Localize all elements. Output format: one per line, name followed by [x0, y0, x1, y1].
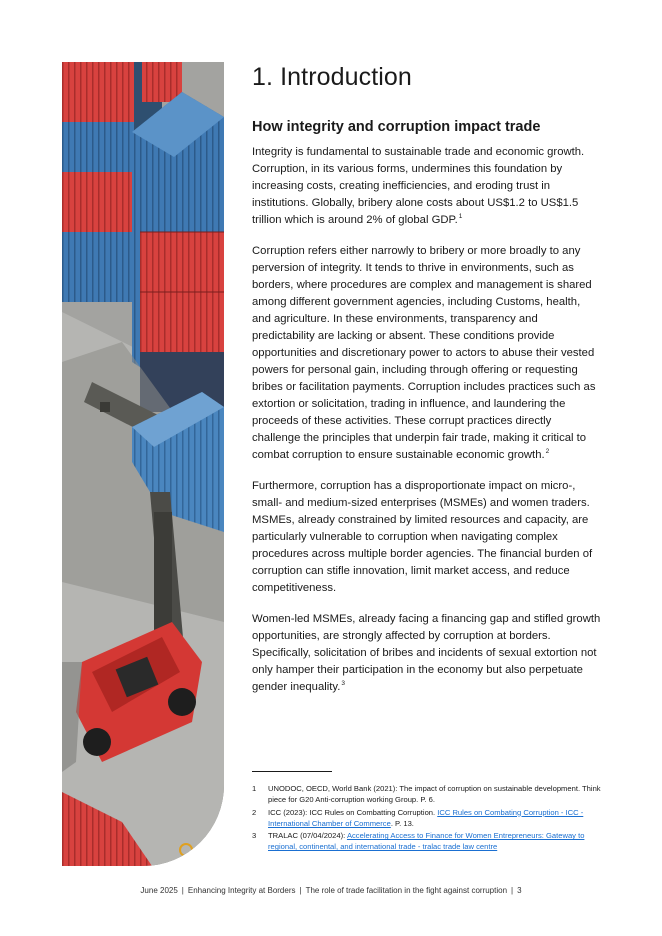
- footnote-number: 3: [252, 831, 257, 841]
- section-subheading: How integrity and corruption impact trade: [252, 119, 541, 135]
- footnote-divider: [252, 771, 332, 772]
- footnote-text: UNODOC, OECD, World Bank (2021): The impact of corruption on sustainable development. Think piece for G20 Anti-corruption working Group. P. 6.: [268, 784, 601, 805]
- footer-title: Enhancing Integrity at Borders: [187, 886, 296, 895]
- footnote-link-icc[interactable]: ICC Rules on Combating Corruption - ICC - International Chamber of Commerce: [268, 807, 584, 828]
- footnote-item: [252, 830, 602, 853]
- footnote-number: 2: [252, 807, 257, 817]
- footnote-text: TRALAC (07/04/2024): Accelerating Access to Finance for Women Entrepreneurs: Gateway to regional, continental, and international trade - tralac trade law centre: [268, 831, 585, 852]
- paragraph-4: Women-led MSMEs, already facing a financing gap and stifled growth opportunities, are strongly affected by corruption at borders. Specifically, solicitation of bribes and incidents of sexual extortion not only hamper their participation in the economy but also perpetuate gender inequality.$^3$: [252, 613, 601, 693]
- paragraph-1: Integrity is fundamental to sustainable trade and economic growth. Corruption, in its various forms, undermines this foundation by increasing costs, creating inefficiencies, and eroding trust in institutions. Globally, bribery alone costs about US$1.2 to US$1.5 trillion which is around 2% of global GDP.$^1$: [252, 146, 585, 226]
- container-yard-illustration: [62, 62, 224, 866]
- footnote-item: [252, 783, 602, 806]
- footer-subtitle: The role of trade facilitation in the fight against corruption: [305, 886, 508, 895]
- footnote-ref-2[interactable]: 2: [545, 448, 550, 456]
- footnote-ref-1[interactable]: 1: [458, 213, 463, 221]
- cover-photo-container-port: [62, 62, 224, 866]
- main-content: [252, 62, 602, 710]
- page-footer: June 2025 | Enhancing Integrity at Borders | The role of trade facilitation in the fight against corruption | 3: [140, 886, 522, 895]
- footnote-link-tralac[interactable]: Accelerating Access to Finance for Women Entrepreneurs: Gateway to regional, continental, and international trade - tralac trade law centre: [268, 831, 585, 852]
- paragraph-3: Furthermore, corruption has a disproportionate impact on micro-, small- and medium-sized enterprises (MSMEs) and women traders. MSMEs, already constrained by limited resources and capacity, are particularly vulnerable to corruption when navigating complex procedures across multiple border agencies. The financial burden of corruption can stifle innovation, limit market access, and reduce competitiveness.: [252, 480, 593, 594]
- footnotes: [252, 783, 602, 854]
- footer-date: June 2025: [140, 886, 178, 895]
- footnote-text: ICC (2023): ICC Rules on Combatting Corruption. ICC Rules on Combating Corruption - ICC - International Chamber of Commerce. P. 13.: [268, 807, 584, 828]
- page-title: 1. Introduction: [252, 63, 412, 91]
- footnote-item: [252, 807, 602, 830]
- paragraph-2: Corruption refers either narrowly to bribery or more broadly to any perversion of integrity. It tends to thrive in environments, such as borders, where procedures are complex and management is shared among different government agencies, including Customs, health, and agriculture. In these environments, transparency and predictability are lacking or absent. These conditions provide opportunities and discretionary power to actors to abuse their vested powers for personal gain, including through offering or requesting bribes or facilitation payments. Corruption includes practices such as extortion or solicitation, trading in influence, and laundering the proceeds of these activities. These corrupt practices directly challenge the principles that underpin fair trade, making it critical to combat corruption to ensure sustainable economic growth.$^2$: [252, 245, 596, 461]
- footnote-number: 1: [252, 784, 257, 793]
- page-number: 3: [517, 886, 522, 895]
- footnote-ref-3[interactable]: 3: [341, 680, 345, 688]
